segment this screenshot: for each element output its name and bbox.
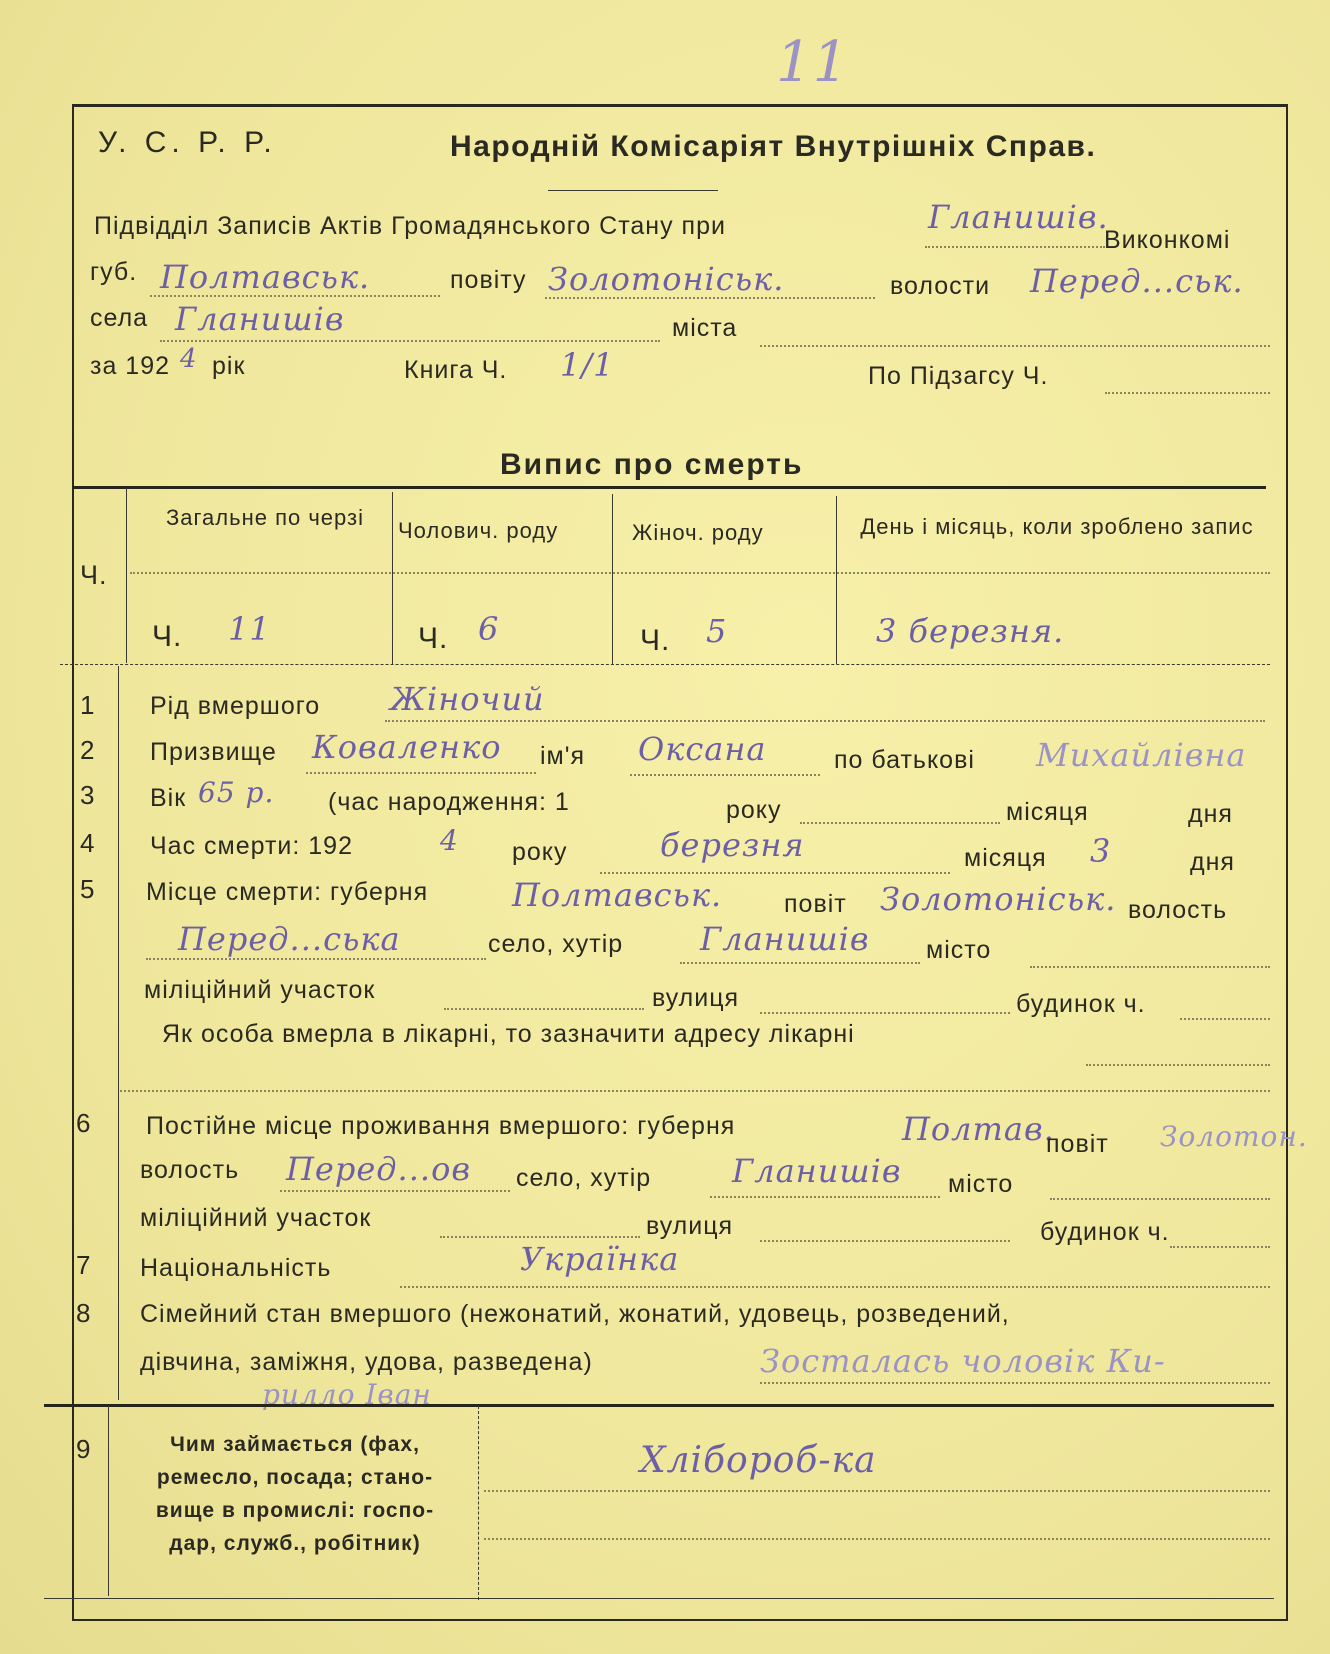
name-value: Оксана [638, 730, 767, 768]
document-title: Випис про смерть [500, 448, 804, 481]
death-selo-value: Гланишів [700, 920, 870, 958]
name-label: ім'я [540, 742, 586, 770]
residence-selo-label: село, хутір [516, 1164, 652, 1192]
item-9-top-rule [44, 1404, 1274, 1407]
office-suffix: Виконкомі [1104, 226, 1231, 254]
occupation-underline-1 [484, 1490, 1270, 1492]
death-misto-underline [1030, 966, 1270, 968]
year-digit: 4 [180, 344, 198, 374]
table-row-label: Ч. [80, 560, 108, 590]
total-count: 11 [228, 610, 271, 648]
death-month-label: місяця [964, 844, 1047, 872]
residence-house-underline [1170, 1246, 1270, 1248]
item-5-number: 5 [80, 874, 95, 904]
table-col-divider [126, 488, 127, 663]
marital-status-underline [760, 1382, 1270, 1384]
female-prefix: Ч. [640, 624, 671, 657]
col-header-male: Чолович. роду [398, 518, 559, 543]
marital-status-value-2: рилло Іван [262, 1378, 432, 1411]
book-value: 1/1 [560, 346, 615, 384]
mista-underline [760, 345, 1270, 347]
occupation-value: Хлібороб-ка [640, 1440, 877, 1481]
item-6-number: 6 [76, 1108, 91, 1138]
death-povit-value: Золотоніськ. [880, 880, 1117, 918]
birth-month-label: місяця [1006, 798, 1089, 826]
office-value: Гланишів. [928, 198, 1109, 236]
selo-value: Гланишів [175, 300, 345, 338]
marital-status-label-1: Сімейний стан вмершого (нежонатий, жонатий, удовець, розведений, [140, 1300, 1010, 1328]
selo-label: села [90, 304, 149, 332]
table-bottom-rule [60, 664, 1270, 665]
residence-misto-label: місто [948, 1170, 1014, 1198]
residence-militsia-underline [440, 1236, 640, 1238]
death-day-label: дня [1190, 848, 1235, 876]
death-selo-underline [680, 962, 920, 964]
patronymic-label: по батькові [834, 746, 975, 774]
header-divider [548, 190, 718, 191]
death-year-digit: 4 [440, 824, 459, 857]
death-house-label: будинок ч. [1016, 990, 1146, 1018]
residence-povit-label: повіт [1046, 1130, 1109, 1158]
record-date: 3 березня. [876, 612, 1065, 650]
residence-street-underline [760, 1240, 1010, 1242]
birth-year-underline [800, 822, 1000, 824]
hospital-underline-2 [120, 1090, 1270, 1092]
book-label: Книга Ч. [404, 356, 508, 384]
death-year-label: року [512, 838, 568, 866]
hospital-underline [1086, 1064, 1270, 1066]
office-underline [925, 246, 1105, 248]
occupation-label-line: ремесло, посада; стано- [156, 1466, 434, 1489]
gub-value: Полтавськ. [160, 258, 371, 296]
povit-underline [545, 297, 875, 299]
gub-label: губ. [90, 258, 138, 286]
death-time-label: Час смерти: 192 [150, 832, 353, 860]
gub-underline [150, 295, 440, 297]
item-8-number: 8 [76, 1298, 91, 1328]
death-house-underline [1180, 1018, 1270, 1020]
item-1-value: Жіночий [390, 680, 545, 718]
occupation-label-line: Чим займається (фах, [170, 1433, 420, 1456]
death-misto-label: місто [926, 936, 992, 964]
volost-value: Перед...ськ. [1030, 262, 1244, 300]
occupation-underline-2 [484, 1538, 1270, 1540]
col-header-female: Жіноч. роду [632, 520, 764, 545]
table-header-rule [130, 572, 1270, 574]
marital-status-value-1: Зосталась чоловік Ки- [760, 1342, 1166, 1380]
archive-sheet-number: 11 [776, 30, 850, 95]
item-3-number: 3 [80, 780, 95, 810]
title-rule [72, 486, 1266, 489]
selo-underline [160, 340, 660, 342]
col-header-date: День і місяць, коли зроблено запис [860, 514, 1254, 539]
residence-militsia-label: міліційний участок [140, 1204, 372, 1232]
povit-value: Золотоніськ. [548, 260, 785, 298]
residence-street-label: вулиця [646, 1212, 734, 1240]
death-street-underline [760, 1012, 1010, 1014]
death-selo-label: село, хутір [488, 930, 624, 958]
nationality-underline [400, 1286, 1270, 1288]
item-2-number: 2 [80, 735, 95, 765]
death-volost-label: волость [1128, 896, 1228, 924]
residence-label: Постійне місце проживання вмершого: губерня [146, 1112, 736, 1140]
residence-selo-value: Гланишів [732, 1152, 902, 1190]
republic-label: У. С. Р. Р. [98, 126, 277, 159]
table-col-divider [836, 496, 837, 664]
hospital-label: Як особа вмерла в лікарні, то зазначити адресу лікарні [162, 1020, 855, 1048]
female-count: 5 [706, 612, 728, 650]
item-7-number: 7 [76, 1250, 91, 1280]
year-suffix: рік [212, 352, 246, 380]
item-9-number: 9 [76, 1434, 91, 1464]
name-underline [630, 774, 820, 776]
occupation-label [120, 1428, 470, 1560]
patronymic-value: Михайлівна [1036, 736, 1247, 774]
residence-volost-value: Перед...ов [286, 1150, 471, 1188]
death-gub-value: Полтавськ. [512, 876, 723, 914]
table-col-divider [392, 492, 393, 664]
occupation-label-line: дар, служб., робітник) [169, 1532, 421, 1555]
table-col-divider [612, 494, 613, 664]
residence-gub-value: Полтав. [902, 1110, 1055, 1148]
birth-label: (час народження: 1 [328, 788, 570, 816]
col-header-total: Загальне по черзі [165, 505, 365, 530]
residence-misto-underline [1050, 1198, 1270, 1200]
subsection-underline [1105, 392, 1270, 394]
item-1-underline [385, 720, 1265, 722]
death-place-label: Місце смерти: губерня [146, 878, 429, 906]
residence-povit-value: Золотон. [1160, 1120, 1308, 1153]
mista-label: міста [672, 314, 738, 342]
item-4-number: 4 [80, 828, 95, 858]
death-month-underline [600, 872, 950, 874]
item-number-divider [118, 666, 119, 1400]
death-street-label: вулиця [652, 984, 740, 1012]
nationality-label: Національність [140, 1254, 332, 1282]
birth-year-label: року [726, 796, 782, 824]
marital-status-label-2: дівчина, заміжня, удова, разведена) [140, 1348, 593, 1376]
age-value: 65 р. [198, 776, 275, 809]
birth-day-label: дня [1188, 800, 1233, 828]
male-count: 6 [478, 610, 500, 648]
subsection-label: По Підзагсу Ч. [868, 362, 1049, 390]
death-militsia-underline [444, 1008, 644, 1010]
surname-label: Призвище [150, 738, 277, 766]
death-militsia-label: міліційний участок [144, 976, 376, 1004]
office-label: Підвідділ Записів Актів Громадянського Стану при [94, 212, 726, 240]
item-9-number-divider [108, 1406, 109, 1596]
volost-label: волости [890, 272, 991, 300]
year-label: за 192 [90, 352, 171, 380]
death-volost-value: Перед...ська [178, 920, 401, 958]
death-day-value: 3 [1090, 832, 1112, 870]
residence-selo-underline [710, 1196, 940, 1198]
occupation-label-line: вище в промислі: госпо- [155, 1499, 435, 1522]
male-prefix: Ч. [418, 622, 449, 655]
death-povit-label: повіт [784, 890, 847, 918]
form-bottom-rule [44, 1598, 1274, 1599]
death-volost-underline [146, 958, 486, 960]
death-month-value: березня [660, 826, 805, 864]
age-label: Вік [150, 784, 187, 812]
total-prefix: Ч. [152, 620, 183, 653]
item-1-number: 1 [80, 690, 95, 720]
item-9-value-divider [478, 1406, 479, 1600]
residence-volost-label: волость [140, 1156, 240, 1184]
nationality-value: Українка [520, 1240, 680, 1278]
povit-label: повіту [450, 266, 527, 294]
residence-volost-underline [280, 1190, 510, 1192]
residence-house-label: будинок ч. [1040, 1218, 1170, 1246]
item-1-label: Рід вмершого [150, 692, 321, 720]
surname-underline [306, 772, 536, 774]
surname-value: Коваленко [312, 728, 502, 766]
ministry-title: Народній Комісаріят Внутрішніх Справ. [450, 130, 1097, 163]
